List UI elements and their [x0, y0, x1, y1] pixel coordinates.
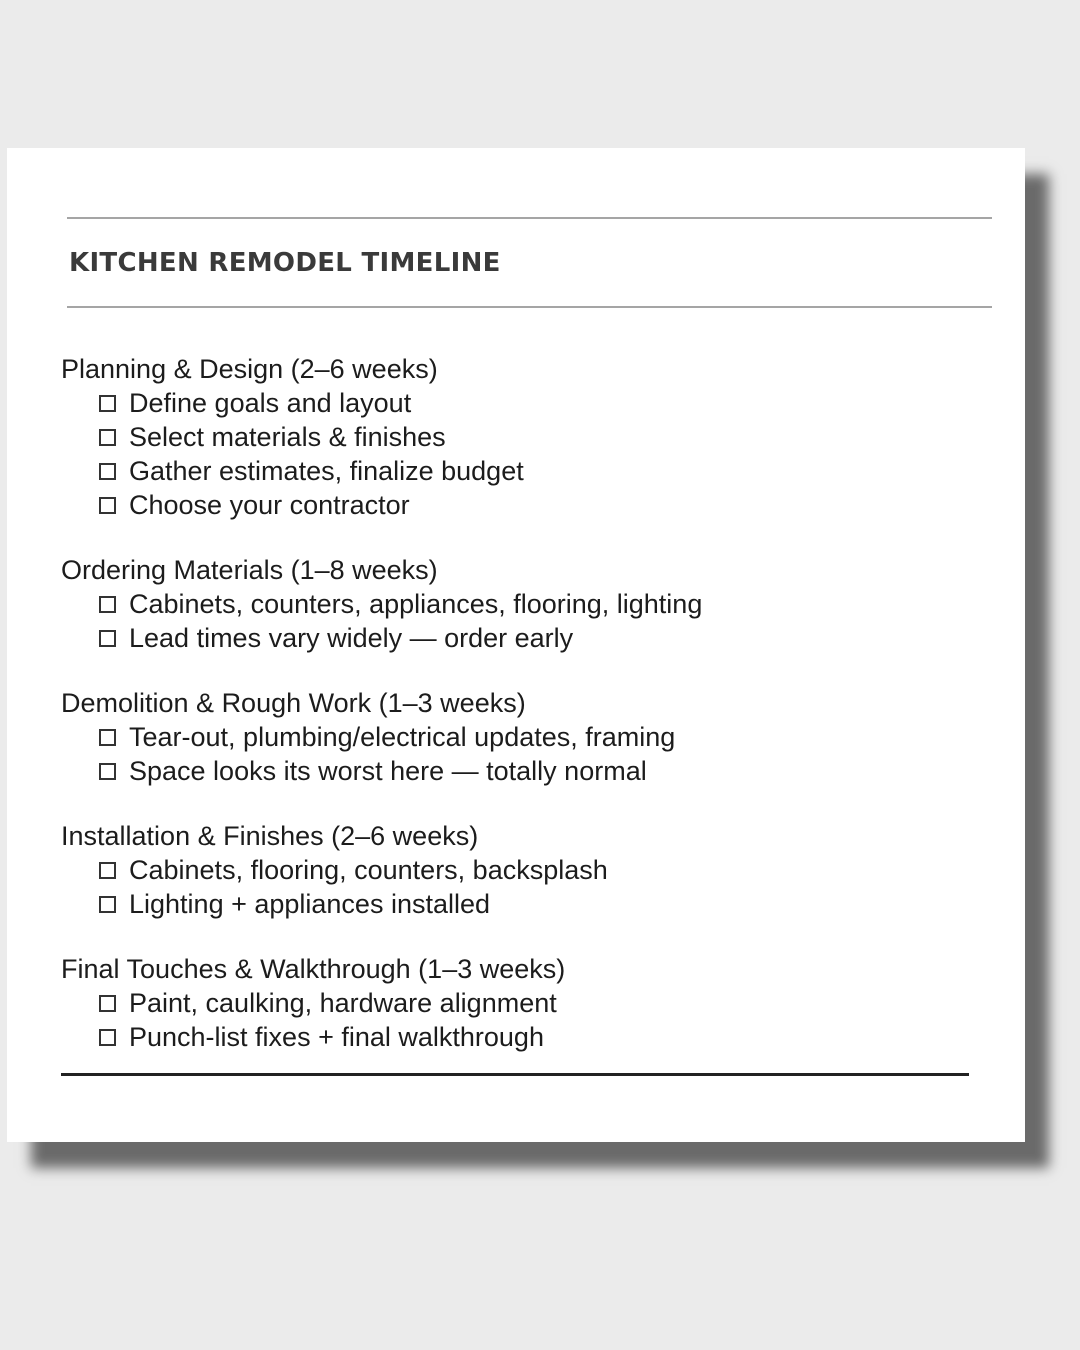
section-planning-design	[61, 352, 1001, 522]
section-heading: Demolition & Rough Work (1–3 weeks)	[61, 688, 526, 718]
title-divider	[67, 306, 992, 308]
checkbox-icon[interactable]	[99, 497, 116, 514]
checkbox-icon[interactable]	[99, 1029, 116, 1046]
checklist-item	[99, 853, 1001, 887]
page-title: KITCHEN REMODEL TIMELINE	[69, 248, 501, 278]
timeline-sections	[61, 352, 1001, 1085]
checklist-item-label: Tear-out, plumbing/electrical updates, framing	[129, 721, 676, 752]
checklist-item-label: Choose your contractor	[129, 489, 410, 520]
checklist-item-label: Cabinets, counters, appliances, flooring, lighting	[129, 588, 703, 619]
section-final-touches	[61, 952, 1001, 1054]
section-installation-finishes	[61, 819, 1001, 921]
section-demolition-rough-work	[61, 686, 1001, 788]
checklist-item-label: Cabinets, flooring, counters, backsplash	[129, 854, 608, 885]
section-heading: Final Touches & Walkthrough (1–3 weeks)	[61, 954, 566, 984]
checklist-item-label: Space looks its worst here — totally normal	[129, 755, 647, 786]
checklist-item	[99, 887, 1001, 921]
section-heading: Planning & Design (2–6 weeks)	[61, 354, 438, 384]
checkbox-icon[interactable]	[99, 896, 116, 913]
checklist-item-label: Define goals and layout	[129, 387, 412, 418]
checkbox-icon[interactable]	[99, 729, 116, 746]
checklist-item	[99, 754, 1001, 788]
checkbox-icon[interactable]	[99, 463, 116, 480]
checklist-item	[99, 386, 1001, 420]
checklist-item	[99, 587, 1001, 621]
checklist-item-label: Paint, caulking, hardware alignment	[129, 987, 557, 1018]
checkbox-icon[interactable]	[99, 862, 116, 879]
checklist-item	[99, 488, 1001, 522]
checkbox-icon[interactable]	[99, 630, 116, 647]
checkbox-icon[interactable]	[99, 395, 116, 412]
checklist-item-label: Select materials & finishes	[129, 421, 446, 452]
checklist-item-label: Lead times vary widely — order early	[129, 622, 574, 653]
checklist-item	[99, 986, 1001, 1020]
checkbox-icon[interactable]	[99, 763, 116, 780]
checklist-item	[99, 454, 1001, 488]
checklist-item-label: Gather estimates, finalize budget	[129, 455, 524, 486]
checklist-item-label: Punch-list fixes + final walkthrough	[129, 1021, 544, 1052]
checklist-item	[99, 720, 1001, 754]
checkbox-icon[interactable]	[99, 596, 116, 613]
section-heading: Installation & Finishes (2–6 weeks)	[61, 821, 479, 851]
checklist-item	[99, 420, 1001, 454]
checklist-item	[99, 621, 1001, 655]
checklist-item	[99, 1020, 1001, 1054]
section-heading: Ordering Materials (1–8 weeks)	[61, 555, 438, 585]
section-ordering-materials	[61, 553, 1001, 655]
checklist-item-label: Lighting + appliances installed	[129, 888, 491, 919]
checkbox-icon[interactable]	[99, 429, 116, 446]
checklist-card	[7, 148, 1025, 1142]
bottom-divider	[61, 1073, 969, 1076]
top-divider	[67, 217, 992, 219]
checkbox-icon[interactable]	[99, 995, 116, 1012]
